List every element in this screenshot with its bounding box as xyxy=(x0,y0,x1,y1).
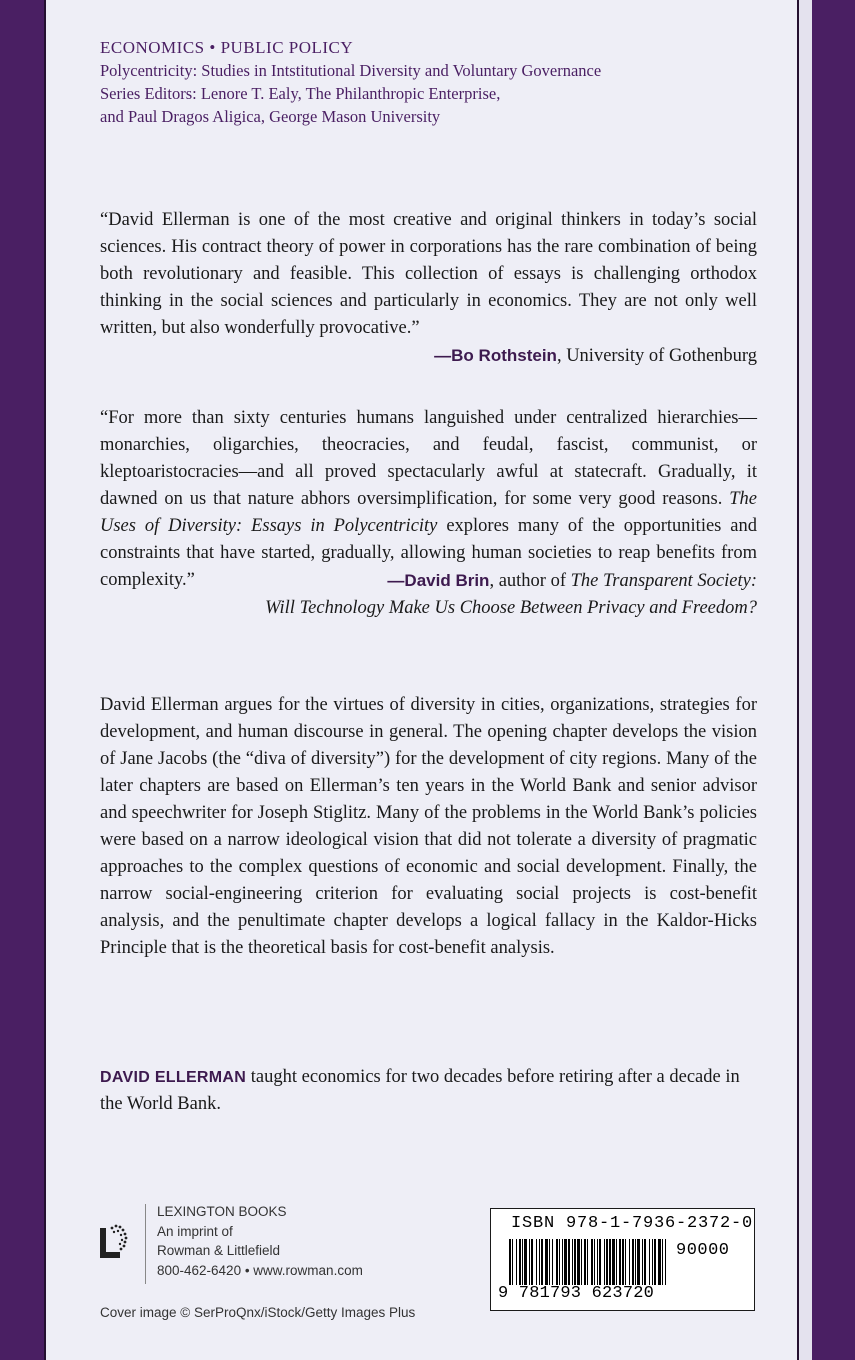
barcode-bar xyxy=(616,1239,617,1285)
barcode-bar xyxy=(599,1239,601,1285)
barcode-bar xyxy=(594,1239,595,1285)
blurb-rothstein xyxy=(100,207,757,370)
barcode-bar xyxy=(597,1239,598,1285)
barcode-bar xyxy=(662,1239,663,1285)
barcode-bar xyxy=(574,1239,576,1285)
series-title: Polycentricity: Studies in Intstitutional Diversity and Voluntary Governance xyxy=(100,61,602,80)
barcode-bar xyxy=(632,1239,634,1285)
barcode-bar xyxy=(536,1239,537,1285)
barcode-bar xyxy=(658,1239,661,1285)
barcode-bar xyxy=(564,1239,567,1285)
barcode-bar xyxy=(649,1239,650,1285)
blurb-affiliation: , author of xyxy=(489,571,571,591)
barcode-bar xyxy=(539,1239,540,1285)
back-cover-panel xyxy=(46,0,797,1360)
publisher-contact: 800-462-6420 • www.rowman.com xyxy=(157,1262,363,1278)
barcode-bar xyxy=(552,1239,553,1285)
barcode-bar xyxy=(549,1239,550,1285)
blurb-quote xyxy=(100,405,757,594)
publisher-parent: Rowman & Littlefield xyxy=(157,1243,281,1258)
author-bio-text: taught economics for two decades before retiring after a decade in the World Bank. xyxy=(100,1067,740,1114)
barcode-bar xyxy=(609,1239,611,1285)
publisher-name: LEXINGTON BOOKS xyxy=(157,1204,287,1219)
blurb-brin xyxy=(100,405,757,622)
barcode-bar xyxy=(568,1239,570,1285)
barcode-bar xyxy=(587,1239,588,1285)
barcode-bar xyxy=(519,1239,521,1285)
attribution-dash: — xyxy=(387,571,405,590)
barcode-bar xyxy=(619,1239,621,1285)
right-border-light xyxy=(799,0,812,1360)
blurb-attribution xyxy=(100,567,757,595)
barcode-bar xyxy=(629,1239,630,1285)
barcode-digits: 9 781793 623720 xyxy=(498,1284,655,1303)
barcode-bar xyxy=(652,1239,653,1285)
book-description: David Ellerman argues for the virtues of diversity in cities, organizations, strategies for development, and human discourse in general. The opening chapter develops the vision of Jane Jacobs (the “diva of diversity”) for the development of city regions. Many of the later chapters are based on Ellerman’s ten years in the World Bank and senior advisor and speechwriter for Joseph Stiglitz. Many of the problems in the World Bank’s policies were based on a narrow ideological vision that did not tolerate a diversity of pragmatic approaches to the complex questions of economic and social development. Finally, the narrow social-engineering criterion for evaluating social projects is cost-benefit analysis, and the penultimate chapter develops a logical fallacy in the Kaldor-Hicks Principle that is the theoretical basis for cost-benefit analysis. xyxy=(100,695,757,958)
barcode-bar xyxy=(529,1239,530,1285)
publisher-imprint: An imprint of xyxy=(157,1223,233,1239)
blurb-author-name: David Brin xyxy=(404,571,490,590)
barcode-bar xyxy=(625,1239,626,1285)
quote-part-b: explores many of the opportunities and constraints that have started, gradually, allowing human societies to reap benefits from complexity.” xyxy=(100,516,757,590)
publisher-divider xyxy=(145,1204,146,1284)
barcode-bar xyxy=(509,1239,511,1285)
barcode-bar xyxy=(512,1239,513,1285)
publisher-text xyxy=(157,1202,363,1280)
barcode-bar xyxy=(606,1239,608,1285)
blurb-book-line1: The Transparent Society: xyxy=(570,571,757,591)
cover-image-credit: Cover image © SerProQnx/iStock/Getty Images Plus xyxy=(100,1305,416,1320)
barcode-bar xyxy=(665,1239,666,1285)
barcode-bar xyxy=(581,1239,582,1285)
price-code: 90000 xyxy=(676,1241,730,1260)
publisher-block xyxy=(100,1200,440,1290)
barcode-bar xyxy=(531,1239,533,1285)
barcode-bar xyxy=(524,1239,527,1285)
barcode-bar xyxy=(604,1239,605,1285)
barcode-bar xyxy=(622,1239,624,1285)
blurb-quote: “David Ellerman is one of the most creative and original thinkers in today’s social sciences. His contract theory of power in corporations has the rare combination of being both revolutionary and feasible. This collection of essays is challenging orthodox thinking in the social sciences and particularly in economics. They are not only well written, but also wonderfully provocative.” xyxy=(100,210,757,338)
barcode-bar xyxy=(545,1239,548,1285)
right-border xyxy=(812,0,855,1360)
barcode-bar xyxy=(642,1239,643,1285)
lexington-logo-icon xyxy=(100,1222,132,1262)
barcode-bar xyxy=(612,1239,615,1285)
barcode-bar xyxy=(541,1239,543,1285)
isbn-number: ISBN 978-1-7936-2372-0 xyxy=(511,1214,754,1233)
quote-book-title: The Uses of Diversity: Essays in Polycentricity xyxy=(100,489,757,536)
barcode-bar xyxy=(556,1239,558,1285)
author-bio xyxy=(100,1064,757,1118)
category-label: ECONOMICS • PUBLIC POLICY xyxy=(100,38,354,57)
author-name: DAVID ELLERMAN xyxy=(100,1069,247,1086)
series-editors-line2: and Paul Dragos Aligica, George Mason University xyxy=(100,107,441,126)
barcode-bar xyxy=(584,1239,586,1285)
series-editors-line1: Series Editors: Lenore T. Ealy, The Philanthropic Enterprise, xyxy=(100,84,501,103)
barcode-bar xyxy=(654,1239,656,1285)
barcode-bar xyxy=(516,1239,517,1285)
series-info xyxy=(100,36,601,128)
barcode-bar xyxy=(562,1239,563,1285)
barcode-bar xyxy=(637,1239,640,1285)
barcode-bar xyxy=(522,1239,523,1285)
quote-part-a: “For more than sixty centuries humans languished under centralized hierarchies—monarchies, oligarchies, theocracies, and feudal, fascist, communist, or kleptoaristocracies—and all proved spectacularly awful at statecraft. Gradually, it dawned on us that nature abhors oversimplification, for some very good reasons. xyxy=(100,408,757,509)
barcode-bar xyxy=(591,1239,593,1285)
blurb-attribution xyxy=(100,342,757,370)
barcode-bar xyxy=(577,1239,580,1285)
left-border xyxy=(0,0,44,1360)
barcode-bar xyxy=(635,1239,636,1285)
isbn-barcode xyxy=(490,1208,755,1311)
barcode-bar xyxy=(572,1239,573,1285)
blurb-book-line2: Will Technology Make Us Choose Between Privacy and Freedom? xyxy=(265,598,757,618)
attribution-dash: — xyxy=(434,346,452,365)
blurb-author-name: Bo Rothstein xyxy=(451,346,557,365)
blurb-affiliation: , University of Gothenburg xyxy=(556,346,757,366)
barcode-bar xyxy=(644,1239,646,1285)
barcode-bar xyxy=(559,1239,560,1285)
